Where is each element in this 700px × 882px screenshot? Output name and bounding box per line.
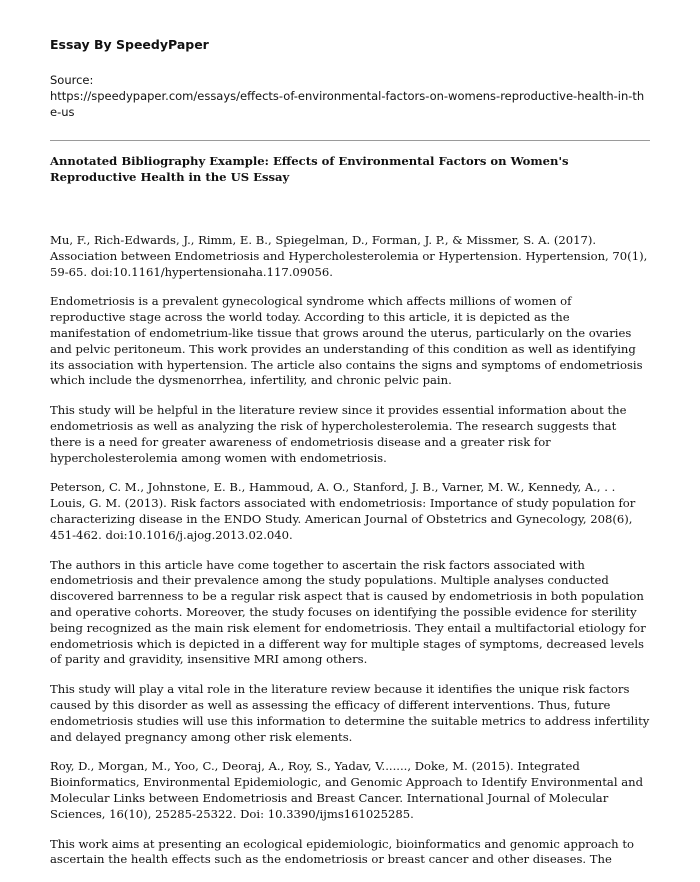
citation-peterson-2013: Peterson, C. M., Johnstone, E. B., Hammoud, A. O., Stanford, J. B., Varner, M. W., Kennedy, A., . . Louis, G. M. (2013). Risk factors associated with endometriosis: Importance of study population for characterizing disease in the ENDO Study. American Journal of Obstetrics and Gynecology, 208(6), 451-462. doi:10.1016/j.ajog.2013.02.040. (50, 480, 636, 542)
document-page (50, 36, 650, 882)
annotation-paragraph: The authors in this article have come together to ascertain the risk factors associated with endometriosis and their prevalence among the study populations. Multiple analyses conducted discovered barrenness to be a regular risk aspect that is caused by endometriosis in both population and operative cohorts. Moreover, the study focuses on identifying the possible evidence for sterility being recognized as the main risk element for endometriosis. They entail a multifactorial etiology for endometriosis which is depicted in a different way for multiple stages of symptoms, decreased levels of parity and gravidity, insensitive MRI among others. (50, 557, 646, 667)
source-block (50, 72, 650, 120)
annotation-paragraph: This work aims at presenting an ecological epidemiologic, bioinformatics and genomic approach to ascertain the health effects such as the endometriosis or breast cancer and other diseases. The (50, 836, 634, 867)
site-title: Essay By SpeedyPaper (50, 37, 209, 52)
annotation-paragraph: Endometriosis is a prevalent gynecological syndrome which affects millions of women of reproductive stage across the world today. According to this article, it is depicted as the manifestation of endometrium-like tissue that grows around the uterus, particularly on the ovaries and pelvic peritoneum. This work provides an understanding of this condition as well as identifying its association with hypertension. The article also contains the signs and symptoms of endometriosis which include the dysmenorrhea, infertility, and chronic pelvic pain. (50, 294, 643, 388)
source-label: Source: (50, 73, 94, 87)
header-divider (50, 140, 650, 141)
document-title: Annotated Bibliography Example: Effects of Environmental Factors on Women's Reproductive Health in the US Essay (50, 154, 569, 184)
annotation-paragraph: This study will be helpful in the literature review since it provides essential information about the endometriosis as well as analyzing the risk of hypercholesterolemia. The research suggests that there is a need for greater awareness of endometriosis disease and a greater risk for hypercholesterolemia among women with endometriosis. (50, 403, 627, 465)
annotation-paragraph: This study will play a vital role in the literature review because it identifies the unique risk factors caused by this disorder as well as assessing the efficacy of different interventions. Thus, future endometriosis studies will use this information to determine the suitable metrics to address infertility and delayed pregnancy among other risk elements. (50, 682, 650, 744)
source-url[interactable]: https://speedypaper.com/essays/effects-of-environmental-factors-on-womens-reproductive-health-in-the-us (50, 89, 645, 119)
citation-mu-2017: Mu, F., Rich-Edwards, J., Rimm, E. B., Spiegelman, D., Forman, J. P., & Missmer, S. A. (2017). Association between Endometriosis and Hypercholesterolemia or Hypertension. Hypertension, 70(1), 59-65. doi:10.1161/hypertensionaha.117.09056. (50, 233, 648, 279)
citation-roy-2015: Roy, D., Morgan, M., Yoo, C., Deoraj, A., Roy, S., Yadav, V......., Doke, M. (2015). Integrated Bioinformatics, Environmental Epidemiologic, and Genomic Approach to Identify Environmental and Molecular Links between Endometriosis and Breast Cancer. International Journal of Molecular Sciences, 16(10), 25285-25322. Doi: 10.3390/ijms161025285. (50, 759, 644, 821)
